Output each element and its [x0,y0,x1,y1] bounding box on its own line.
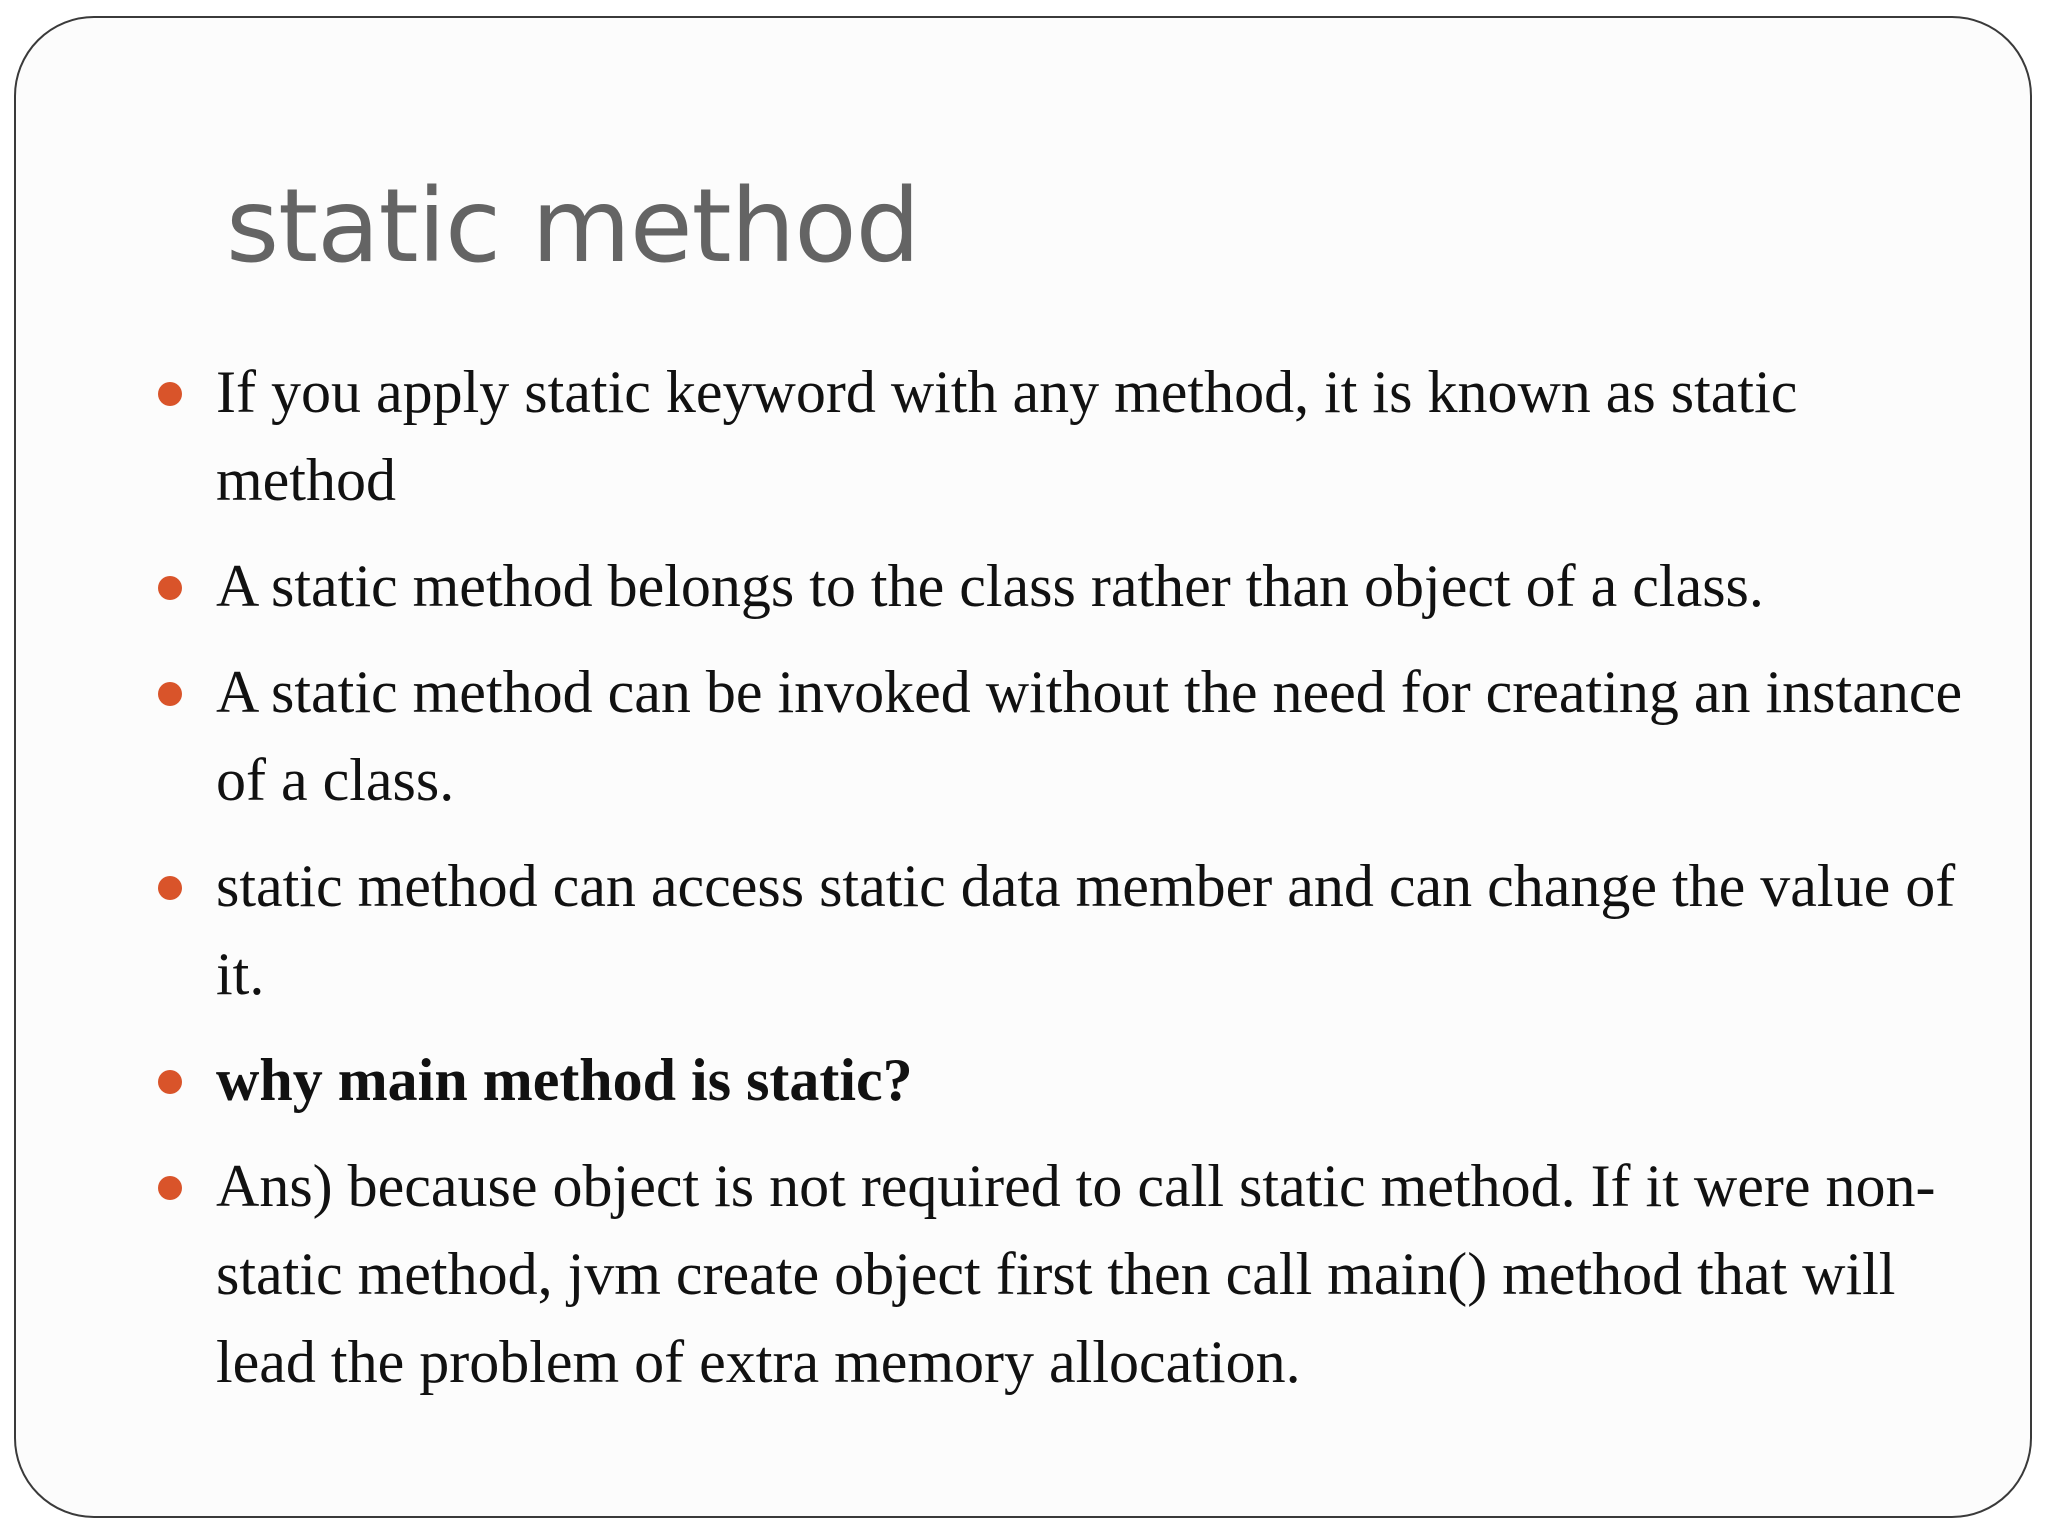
bullet-item [146,348,1976,524]
bullet-text-answer: Ans) because object is not required to call static method. If it were non-static method, jvm create object first then call main() method that will lead the problem of extra memory allocation. [216,1153,1936,1395]
bullet-dot-icon [158,876,182,900]
bullet-item [146,1036,1976,1124]
bullet-list [146,348,1976,1424]
bullet-item [146,542,1976,630]
bullet-text: A static method belongs to the class rather than object of a class. [216,553,1764,619]
bullet-item [146,648,1976,824]
bullet-dot-icon [158,576,182,600]
bullet-text: static method can access static data member and can change the value of it. [216,853,1956,1007]
bullet-text: A static method can be invoked without the need for creating an instance of a class. [216,659,1963,813]
bullet-dot-icon [158,682,182,706]
slide-title: static method [226,167,920,286]
bullet-item [146,1142,1976,1406]
bullet-text: If you apply static keyword with any method, it is known as static method [216,359,1798,513]
bullet-dot-icon [158,1070,182,1094]
bullet-text-question: why main method is static? [216,1047,913,1113]
slide [14,16,2032,1518]
bullet-dot-icon [158,382,182,406]
bullet-dot-icon [158,1176,182,1200]
bullet-item [146,842,1976,1018]
